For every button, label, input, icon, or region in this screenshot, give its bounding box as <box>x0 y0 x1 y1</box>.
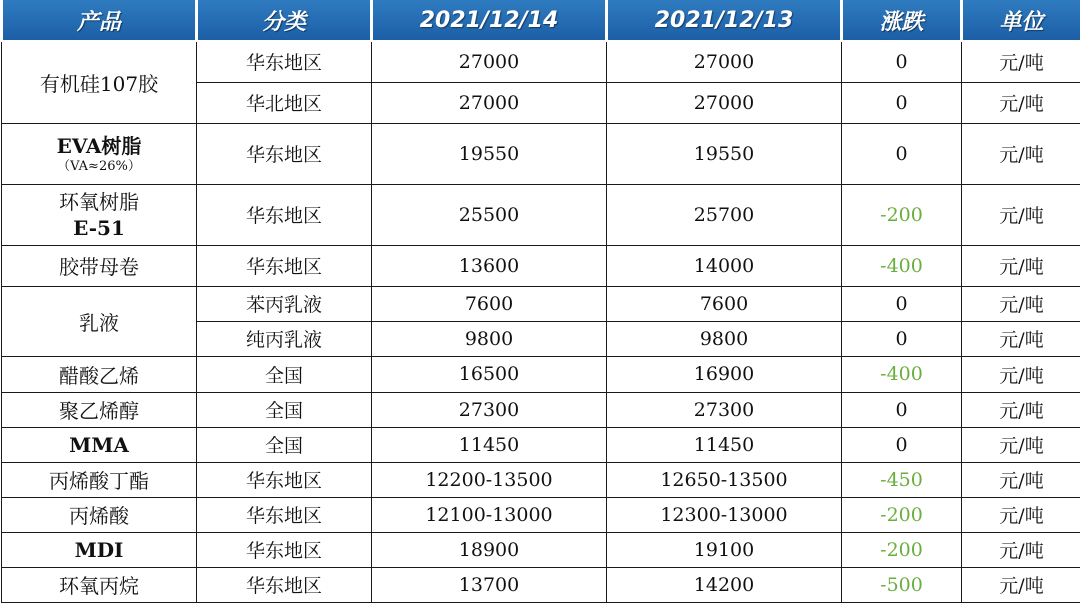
change-cell: 0 <box>842 286 962 321</box>
unit-cell: 元/吨 <box>962 532 1080 567</box>
header-row <box>2 0 1080 41</box>
price-cell: 27000 <box>607 82 842 123</box>
change-cell: 0 <box>842 321 962 356</box>
change-cell: 0 <box>842 82 962 123</box>
unit-cell: 元/吨 <box>962 567 1080 602</box>
price-cell: 25700 <box>607 184 842 245</box>
unit-cell: 元/吨 <box>962 41 1080 82</box>
price-cell: 13700 <box>372 567 607 602</box>
product-name: EVA树脂 <box>56 133 142 158</box>
table-row <box>2 497 1080 532</box>
price-cell: 14000 <box>607 245 842 286</box>
category-cell: 华北地区 <box>197 82 372 123</box>
table-row <box>2 462 1080 497</box>
table-row <box>2 184 1080 245</box>
category-cell: 纯丙乳液 <box>197 321 372 356</box>
product-cell: 有机硅107胶 <box>2 41 197 123</box>
header-date-2: 2021/12/13 <box>607 0 842 41</box>
header-product: 产品 <box>2 0 197 41</box>
table-row <box>2 123 1080 184</box>
price-cell: 18900 <box>372 532 607 567</box>
price-cell: 27000 <box>372 82 607 123</box>
category-cell: 苯丙乳液 <box>197 286 372 321</box>
category-cell: 华东地区 <box>197 245 372 286</box>
change-cell: 0 <box>842 123 962 184</box>
price-cell: 9800 <box>607 321 842 356</box>
price-cell: 12200-13500 <box>372 462 607 497</box>
product-cell: 醋酸乙烯 <box>2 356 197 392</box>
price-cell: 27300 <box>372 392 607 427</box>
price-cell: 19550 <box>372 123 607 184</box>
product-grade: E-51 <box>73 215 125 240</box>
unit-cell: 元/吨 <box>962 427 1080 462</box>
price-cell: 12100-13000 <box>372 497 607 532</box>
change-cell: -200 <box>842 532 962 567</box>
unit-cell: 元/吨 <box>962 497 1080 532</box>
unit-cell: 元/吨 <box>962 184 1080 245</box>
category-cell: 全国 <box>197 427 372 462</box>
table-row <box>2 41 1080 82</box>
category-cell: 华东地区 <box>197 41 372 82</box>
table-row <box>2 392 1080 427</box>
product-name: 环氧树脂 <box>59 189 139 214</box>
category-cell: 华东地区 <box>197 567 372 602</box>
price-cell: 16500 <box>372 356 607 392</box>
price-cell: 14200 <box>607 567 842 602</box>
table-row <box>2 286 1080 321</box>
unit-cell: 元/吨 <box>962 123 1080 184</box>
header-date-1: 2021/12/14 <box>372 0 607 41</box>
unit-cell: 元/吨 <box>962 286 1080 321</box>
header-category: 分类 <box>197 0 372 41</box>
header-change: 涨跌 <box>842 0 962 41</box>
category-cell: 华东地区 <box>197 123 372 184</box>
change-cell: -200 <box>842 497 962 532</box>
table-row <box>2 532 1080 567</box>
unit-cell: 元/吨 <box>962 462 1080 497</box>
category-cell: 华东地区 <box>197 532 372 567</box>
change-cell: -450 <box>842 462 962 497</box>
unit-cell: 元/吨 <box>962 82 1080 123</box>
price-cell: 9800 <box>372 321 607 356</box>
table-row <box>2 356 1080 392</box>
price-cell: 7600 <box>372 286 607 321</box>
change-cell: 0 <box>842 427 962 462</box>
product-cell: 环氧丙烷 <box>2 567 197 602</box>
price-cell: 13600 <box>372 245 607 286</box>
change-cell: -200 <box>842 184 962 245</box>
category-cell: 全国 <box>197 356 372 392</box>
price-cell: 27000 <box>372 41 607 82</box>
header-unit: 单位 <box>962 0 1080 41</box>
table-row <box>2 567 1080 602</box>
price-cell: 25500 <box>372 184 607 245</box>
change-cell: -400 <box>842 245 962 286</box>
unit-cell: 元/吨 <box>962 321 1080 356</box>
price-cell: 12300-13000 <box>607 497 842 532</box>
change-cell: -400 <box>842 356 962 392</box>
price-cell: 11450 <box>607 427 842 462</box>
product-cell: 乳液 <box>2 286 197 356</box>
product-cell <box>2 123 197 184</box>
unit-cell: 元/吨 <box>962 356 1080 392</box>
product-cell: 丙烯酸 <box>2 497 197 532</box>
product-cell: MDI <box>2 532 197 567</box>
price-cell: 11450 <box>372 427 607 462</box>
product-cell: 聚乙烯醇 <box>2 392 197 427</box>
price-cell: 19100 <box>607 532 842 567</box>
product-cell: 丙烯酸丁酯 <box>2 462 197 497</box>
change-cell: 0 <box>842 41 962 82</box>
table-row <box>2 245 1080 286</box>
price-cell: 12650-13500 <box>607 462 842 497</box>
unit-cell: 元/吨 <box>962 392 1080 427</box>
product-cell: 胶带母卷 <box>2 245 197 286</box>
price-cell: 27000 <box>607 41 842 82</box>
price-cell: 19550 <box>607 123 842 184</box>
category-cell: 华东地区 <box>197 497 372 532</box>
category-cell: 华东地区 <box>197 462 372 497</box>
category-cell: 华东地区 <box>197 184 372 245</box>
change-cell: -500 <box>842 567 962 602</box>
unit-cell: 元/吨 <box>962 245 1080 286</box>
change-cell: 0 <box>842 392 962 427</box>
table-row <box>2 427 1080 462</box>
product-cell <box>2 184 197 245</box>
price-cell: 16900 <box>607 356 842 392</box>
product-note: （VA≈26%） <box>57 158 141 174</box>
category-cell: 全国 <box>197 392 372 427</box>
product-cell: MMA <box>2 427 197 462</box>
price-cell: 7600 <box>607 286 842 321</box>
price-cell: 27300 <box>607 392 842 427</box>
